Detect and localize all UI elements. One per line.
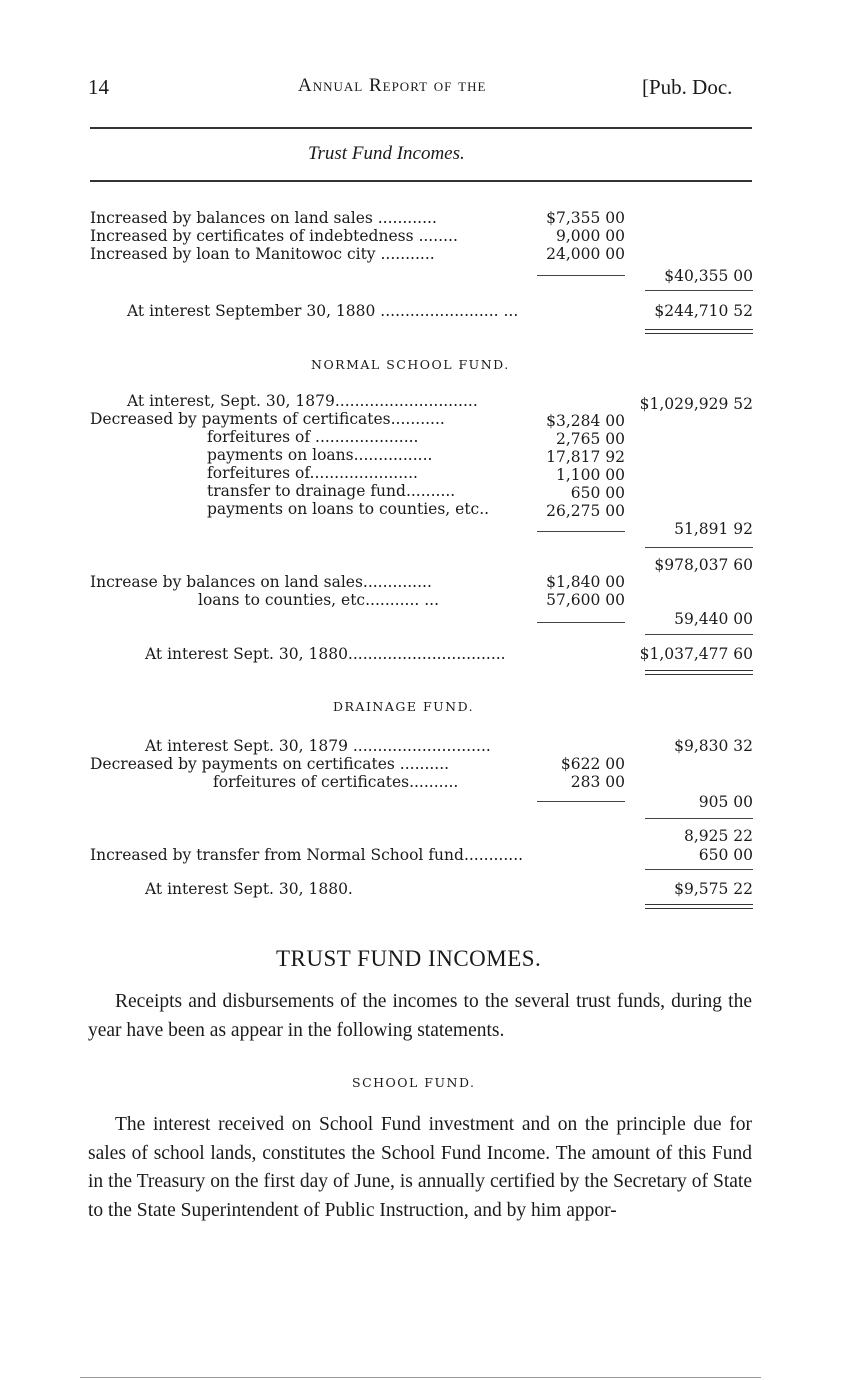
at-interest-amount: $9,575 22: [674, 880, 753, 898]
sum-rule: [537, 531, 625, 532]
ledger-amount: 9,000 00: [555, 227, 625, 245]
double-rule: [645, 904, 753, 909]
ledger-row: Increased by certificates of indebtedness ........: [90, 227, 458, 245]
at-interest-label: At interest Sept. 30, 1880.: [145, 880, 353, 898]
sum-rule: [537, 275, 625, 276]
ledger-row: forfeitures of .....................: [207, 428, 419, 446]
ledger-amount: $622 00: [560, 755, 625, 773]
sum-rule: [537, 622, 625, 623]
ledger-row: payments on loans to counties, etc..: [207, 500, 490, 518]
incomes-paragraph: [88, 988, 752, 1045]
paragraph-text: The interest received on School Fund investment and on the principle due for sales of school lands, constitutes the School Fund Income. The amount of this Fund in the Treasury on the first day of June, is annually certified by the Secretary of State to the State Superintendent of Public Instruction, and by him appor-: [88, 1114, 752, 1221]
ledger-row: forfeitures of certificates..........: [213, 773, 459, 791]
page-number: 14: [88, 75, 109, 99]
ledger-row: Decreased by payments of certificates...........: [90, 410, 445, 428]
ledger-amount: 24,000 00: [546, 245, 625, 263]
incomes-title: TRUST FUND INCOMES.: [276, 946, 542, 971]
double-rule: [645, 670, 753, 675]
double-rule: [645, 329, 753, 334]
drainage-heading: DRAINAGE FUND.: [333, 699, 475, 714]
ledger-row: Increased by loan to Manitowoc city ...........: [90, 245, 435, 263]
at-interest-label: At interest September 30, 1880 ........................ ...: [127, 302, 519, 320]
ledger-row: At interest, Sept. 30, 1879.............................: [127, 392, 478, 410]
decrease-total: 51,891 92: [674, 520, 753, 538]
ledger-amount: 283 00: [570, 773, 625, 791]
ledger-row: transfer to drainage fund..........: [207, 482, 456, 500]
ledger-row: At interest Sept. 30, 1879 ............................: [145, 737, 491, 755]
ledger-amount: $1,029,929 52: [639, 395, 753, 413]
section-title: Trust Fund Incomes.: [308, 143, 465, 164]
at-interest-label: At interest Sept. 30, 1880................................: [145, 645, 506, 663]
ledger-row: Increased by balances on land sales ............: [90, 209, 437, 227]
at-interest-amount: $1,037,477 60: [639, 645, 753, 663]
ledger-row: loans to counties, etc........... ...: [198, 591, 440, 609]
balance-amount: $978,037 60: [654, 556, 753, 574]
subtotal-amount: $40,355 00: [664, 267, 753, 285]
ledger-amount: $9,830 32: [674, 737, 753, 755]
ledger-amount: $1,840 00: [546, 573, 625, 591]
ledger-amount: 26,275 00: [546, 502, 625, 520]
running-title: Annual Report of the: [298, 75, 487, 96]
decrease-total: 905 00: [698, 793, 753, 811]
school-fund-heading: SCHOOL FUND.: [352, 1075, 476, 1090]
ledger-row: payments on loans................: [207, 446, 433, 464]
page-bottom-edge: [80, 1377, 761, 1378]
ledger-amount: 2,765 00: [555, 430, 625, 448]
normal-school-heading: NORMAL SCHOOL FUND.: [311, 357, 510, 372]
ledger-row: Decreased by payments on certificates ..........: [90, 755, 450, 773]
header-rule: [90, 127, 752, 129]
ledger-amount: 17,817 92: [546, 448, 625, 466]
doc-reference: [Pub. Doc.: [642, 75, 733, 99]
sum-rule: [645, 634, 753, 635]
ledger-amount: $7,355 00: [546, 209, 625, 227]
paragraph-text: Receipts and disbursements of the incomes to the several trust funds, during the year have been as appear in the following statements.: [88, 991, 752, 1041]
ledger-amount: 57,600 00: [546, 591, 625, 609]
ledger-row: forfeitures of......................: [207, 464, 418, 482]
ledger-amount: 650 00: [698, 846, 753, 864]
ledger-amount: 650 00: [570, 484, 625, 502]
sum-rule: [537, 801, 625, 802]
at-interest-amount: $244,710 52: [654, 302, 753, 320]
ledger-amount: 1,100 00: [555, 466, 625, 484]
sum-rule: [645, 869, 753, 870]
sum-rule: [645, 547, 753, 548]
ledger-row: Increased by transfer from Normal School fund............: [90, 846, 524, 864]
sum-rule: [645, 818, 753, 819]
ledger-row: Increase by balances on land sales..............: [90, 573, 432, 591]
increase-total: 59,440 00: [674, 610, 753, 628]
sum-rule: [645, 290, 753, 291]
section-rule: [90, 180, 752, 182]
ledger-amount: $3,284 00: [546, 412, 625, 430]
balance-amount: 8,925 22: [683, 827, 753, 845]
school-fund-paragraph: [88, 1111, 752, 1225]
